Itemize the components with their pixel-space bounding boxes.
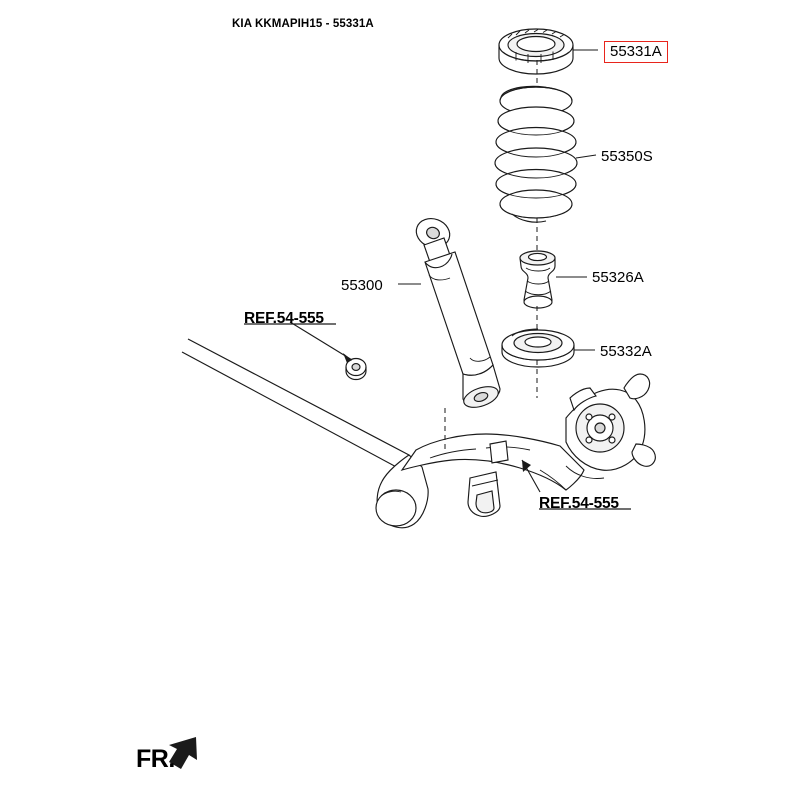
part-coil-spring-55350s bbox=[495, 86, 577, 222]
callout-55326a: 55326A bbox=[592, 269, 644, 286]
callout-55331a: 55331A bbox=[604, 41, 668, 63]
callout-ref-54-555-left: REF.54-555 bbox=[244, 310, 324, 327]
callout-55350s: 55350S bbox=[601, 148, 653, 165]
part-shock-absorber-55300 bbox=[412, 214, 501, 411]
callout-ref-54-555-right: REF.54-555 bbox=[539, 495, 619, 512]
orientation-label: FR. bbox=[136, 745, 175, 773]
part-strut-mount-55331a bbox=[499, 29, 573, 74]
part-spring-seat-55332a bbox=[502, 329, 574, 367]
callout-55300: 55300 bbox=[341, 277, 383, 294]
diagram-title: KIA KKMAPIH15 - 55331A bbox=[232, 18, 374, 30]
callout-55332a: 55332A bbox=[600, 343, 652, 360]
part-bump-stopper-55326a bbox=[520, 251, 555, 308]
